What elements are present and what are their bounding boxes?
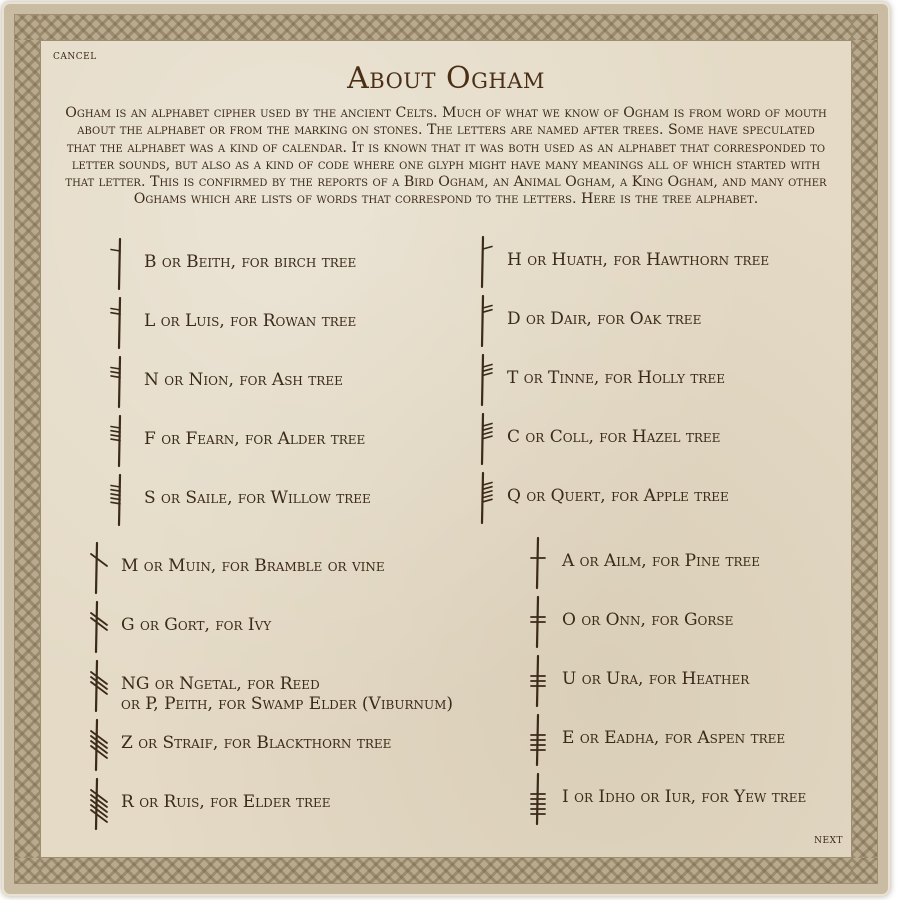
ogham-letter-name: I or Idho or Iur, for Yew tree [562, 787, 807, 807]
ogham-letter-name: F or Fearn, for Alder tree [144, 429, 366, 449]
glyph-stem [482, 237, 483, 287]
ogham-letter-name: U or Ura, for Heather [562, 669, 750, 689]
ogham-glyph-icon [526, 536, 550, 590]
ogham-letter-name: G or Gort, for Ivy [121, 615, 272, 635]
glyph-stem [119, 357, 120, 407]
ogham-letter-name: D or Dair, for Oak tree [507, 309, 702, 329]
ogham-letter-label [507, 486, 729, 506]
ogham-glyph-icon [471, 235, 495, 289]
ogham-glyph-icon [471, 471, 495, 525]
glyph-stroke [111, 250, 120, 252]
glyph-stroke [91, 554, 107, 566]
glyph-stroke [483, 424, 492, 427]
glyph-stem [119, 239, 120, 289]
ogham-letter-label [507, 250, 769, 270]
ogham-letter-label [144, 252, 356, 272]
glyph-stroke [483, 365, 492, 368]
glyph-stem [96, 543, 97, 593]
glyph-stroke [483, 499, 492, 502]
ogham-glyph-icon [85, 777, 109, 831]
ogham-letter-name: N or Nion, for Ash tree [144, 370, 343, 390]
glyph-stroke [483, 247, 492, 250]
ogham-letter-label [144, 311, 356, 331]
glyph-stroke [111, 368, 120, 370]
ogham-glyph-icon [526, 654, 550, 708]
ogham-letter-label [507, 427, 720, 447]
ogham-glyph-icon [108, 355, 132, 409]
ogham-letter-name: M or Muin, for Bramble or vine [121, 556, 385, 576]
ogham-glyph-icon [471, 294, 495, 348]
glyph-stroke [483, 487, 492, 490]
ogham-letter-label [507, 309, 701, 329]
ogham-glyph-icon [108, 473, 132, 527]
ogham-letter-name: C or Coll, for Hazel tree [507, 427, 721, 447]
next-button[interactable]: next [814, 832, 843, 847]
intro-paragraph: Ogham is an alphabet cipher used by the ancient Celts. Much of what we know of Ogham is from word of mouth about the alphabet or from the marking on stones. The letters are named after trees. Some have speculated that the alphabet was a kind of calendar. It is known that it was both used as an alphabet that corresponded to letter sounds, but also as a kind of code where one glyph might have many meanings all of which started with that letter. This is confirmed by the reports of a Bird Ogham, an Animal Ogham, a King Ogham, and many other Oghams which are lists of words that correspond to the letters. Here is the tree alphabet. [65, 105, 827, 208]
ogham-letter-label [562, 610, 733, 630]
ogham-letter-label [121, 556, 385, 576]
glyph-stem [482, 296, 483, 346]
ogham-letter-label [144, 370, 343, 390]
glyph-stroke [483, 483, 492, 486]
ogham-letter-label [562, 551, 760, 571]
ogham-letter-label [144, 488, 371, 508]
ogham-letter-name: L or Luis, for Rowan tree [144, 311, 357, 331]
ogham-glyph-icon [85, 659, 109, 713]
ogham-letter-name: H or Huath, for Hawthorn tree [507, 250, 770, 270]
glyph-stroke [483, 436, 492, 439]
glyph-stroke [111, 486, 120, 488]
ogham-letter-label [121, 792, 331, 812]
ogham-letter-label [507, 368, 725, 388]
glyph-stem [537, 538, 538, 588]
ogham-glyph-icon [85, 718, 109, 772]
ogham-letter-name: S or Saile, for Willow tree [144, 488, 371, 508]
ogham-glyph-icon [526, 713, 550, 767]
ogham-letter-name: NG or Ngetal, for Reed [121, 674, 320, 694]
ogham-glyph-icon [471, 412, 495, 466]
ogham-glyph-icon [85, 600, 109, 654]
ogham-letter-label [562, 728, 785, 748]
glyph-stroke [483, 373, 492, 376]
ogham-letter-name: Z or Straif, for Blackthorn tree [121, 733, 392, 753]
ogham-letter-label [562, 669, 749, 689]
ogham-glyph-icon [526, 772, 550, 826]
ogham-glyph-icon [108, 414, 132, 468]
ogham-letter-alt-name: or P, Peith, for Swamp Elder (Viburnum) [121, 694, 454, 714]
ogham-glyph-icon [85, 541, 109, 595]
ogham-letter-name: O or Onn, for Gorse [562, 610, 734, 630]
cancel-button[interactable]: cancel [53, 48, 97, 63]
glyph-stroke [483, 491, 492, 494]
glyph-stroke [111, 427, 120, 429]
ogham-glyph-icon [108, 296, 132, 350]
ogham-letter-name: R or Ruis, for Elder tree [121, 792, 331, 812]
glyph-stem [482, 355, 483, 405]
ogham-letter-name: T or Tinne, for Holly tree [507, 368, 725, 388]
page-title: About Ogham [347, 61, 545, 96]
glyph-stem [119, 298, 120, 348]
glyph-stroke [483, 495, 492, 498]
glyph-stroke [483, 432, 492, 435]
ogham-letter-name: Q or Quert, for Apple tree [507, 486, 729, 506]
glyph-stroke [483, 306, 492, 309]
ogham-letter-label [562, 787, 806, 807]
glyph-stroke [483, 310, 492, 313]
ogham-glyph-icon [108, 237, 132, 291]
ogham-letter-label [121, 615, 271, 635]
content-panel [41, 41, 851, 857]
glyph-stroke [483, 428, 492, 431]
glyph-stroke [483, 369, 492, 372]
glyph-stem [96, 602, 97, 652]
ogham-letter-name: A or Ailm, for Pine tree [562, 551, 761, 571]
ogham-letter-label [121, 674, 453, 714]
glyph-stroke [111, 309, 120, 311]
ogham-glyph-icon [471, 353, 495, 407]
ogham-letter-name: B or Beith, for birch tree [144, 252, 357, 272]
ogham-letter-name: E or Eadha, for Aspen tree [562, 728, 786, 748]
ogham-letter-label [121, 733, 391, 753]
ogham-letter-label [144, 429, 365, 449]
ogham-glyph-icon [526, 595, 550, 649]
